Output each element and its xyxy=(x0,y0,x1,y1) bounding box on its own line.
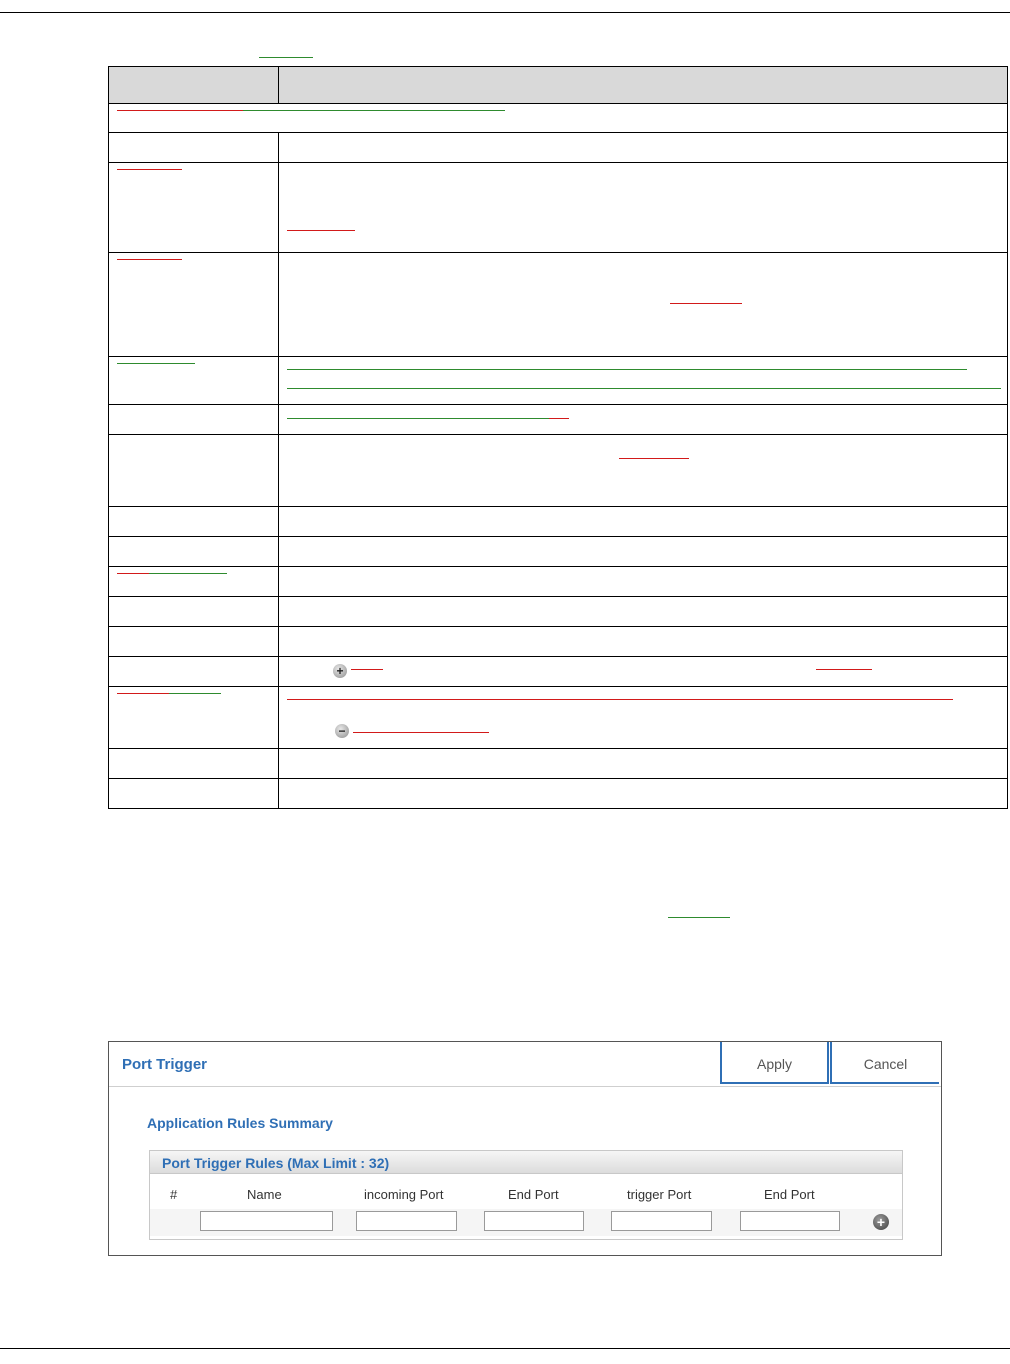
table-row xyxy=(109,779,1008,809)
port-trigger-panel xyxy=(108,1041,942,1256)
table-header-row xyxy=(109,67,1008,104)
table-cell xyxy=(109,163,279,253)
table-row xyxy=(109,627,1008,657)
table-cell xyxy=(109,657,279,687)
table-row xyxy=(109,435,1008,507)
port-trigger-rules-table xyxy=(149,1150,903,1240)
table-cell xyxy=(279,537,1008,567)
panel-title: Port Trigger xyxy=(122,1056,208,1073)
column-header-end-port-2: End Port xyxy=(764,1187,815,1202)
table-cell xyxy=(109,597,279,627)
add-rule-plus-icon[interactable]: + xyxy=(873,1214,889,1230)
caption-link-mark xyxy=(259,57,313,58)
table-row xyxy=(109,163,1008,253)
table-row xyxy=(109,597,1008,627)
table-cell xyxy=(279,507,1008,537)
table-cell xyxy=(279,405,1008,435)
table-cell xyxy=(109,779,279,809)
table-cell xyxy=(109,405,279,435)
table-row xyxy=(109,405,1008,435)
table-section-cell xyxy=(109,104,1008,133)
paragraph-link-mark xyxy=(668,917,730,918)
rules-table-header xyxy=(150,1151,902,1174)
table-cell xyxy=(279,567,1008,597)
table-cell xyxy=(109,749,279,779)
table-cell xyxy=(279,657,1008,687)
table-cell xyxy=(279,163,1008,253)
table-row xyxy=(109,537,1008,567)
apply-button[interactable]: Apply xyxy=(720,1042,829,1084)
rules-table-title: Port Trigger Rules (Max Limit : 32) xyxy=(162,1155,390,1171)
table-cell xyxy=(109,435,279,507)
table-row xyxy=(109,657,1008,687)
table-row xyxy=(109,687,1008,749)
page-top-rule xyxy=(0,12,1010,13)
table-cell xyxy=(109,133,279,163)
table-row xyxy=(109,104,1008,133)
description-table xyxy=(108,66,1008,809)
column-header-name: Name xyxy=(247,1187,282,1202)
table-header-description xyxy=(279,67,1008,104)
trigger-end-port-input[interactable] xyxy=(740,1211,840,1231)
table-cell xyxy=(279,597,1008,627)
table-cell xyxy=(109,567,279,597)
table-cell xyxy=(109,357,279,405)
column-header-end-port: End Port xyxy=(508,1187,559,1202)
table-row xyxy=(109,133,1008,163)
table-cell xyxy=(279,627,1008,657)
minus-circle-icon: − xyxy=(335,724,349,738)
cancel-button[interactable]: Cancel xyxy=(830,1042,939,1084)
name-input[interactable] xyxy=(200,1211,333,1231)
table-cell xyxy=(279,357,1008,405)
table-row xyxy=(109,749,1008,779)
table-cell xyxy=(279,253,1008,357)
trigger-port-input[interactable] xyxy=(611,1211,712,1231)
table-cell xyxy=(279,779,1008,809)
table-cell xyxy=(279,435,1008,507)
plus-circle-icon: + xyxy=(333,664,347,678)
table-row xyxy=(109,507,1008,537)
incoming-end-port-input[interactable] xyxy=(484,1211,584,1231)
panel-header xyxy=(109,1042,941,1087)
table-cell xyxy=(279,687,1008,749)
page-bottom-rule xyxy=(0,1348,1010,1349)
table-row xyxy=(109,357,1008,405)
table-cell xyxy=(279,749,1008,779)
table-cell xyxy=(109,537,279,567)
table-cell xyxy=(109,507,279,537)
table-cell xyxy=(109,627,279,657)
table-header-label xyxy=(109,67,279,104)
table-row xyxy=(109,253,1008,357)
table-row xyxy=(109,567,1008,597)
table-cell xyxy=(109,687,279,749)
column-header-trigger-port: trigger Port xyxy=(627,1187,692,1202)
column-header-incoming-port: incoming Port xyxy=(364,1187,444,1202)
table-cell xyxy=(109,253,279,357)
incoming-port-input[interactable] xyxy=(356,1211,457,1231)
column-header-number: # xyxy=(170,1187,178,1202)
table-cell xyxy=(279,133,1008,163)
application-rules-summary-title: Application Rules Summary xyxy=(147,1115,333,1131)
